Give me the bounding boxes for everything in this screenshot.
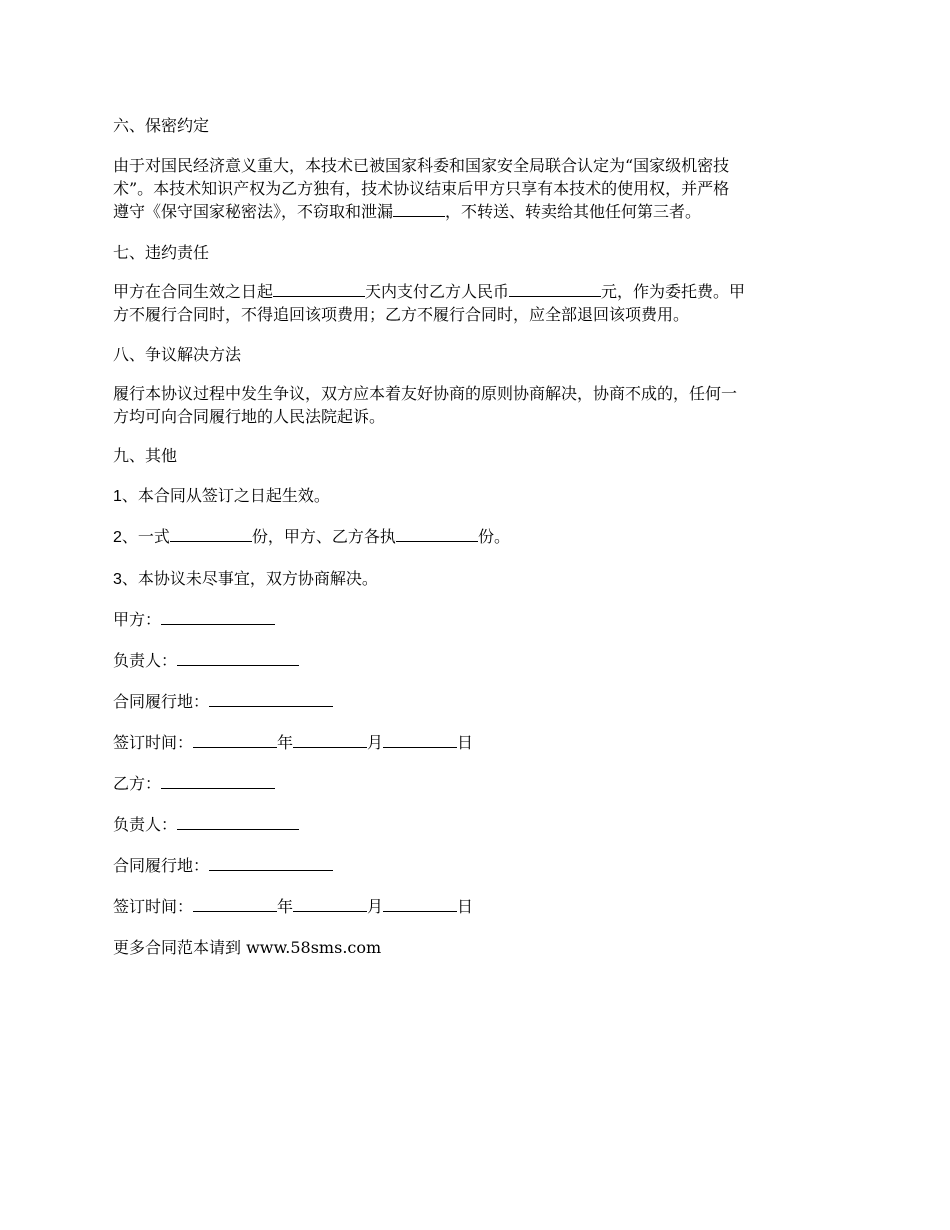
item-2-text-b: 份，甲方、乙方各执 <box>251 527 396 546</box>
party-b-person-label: 负责人： <box>113 815 178 834</box>
item-1-number: 1 <box>113 488 122 505</box>
party-a-month-blank[interactable] <box>293 732 367 748</box>
leak-blank[interactable] <box>393 201 445 217</box>
section-6-text-a: 遵守《保守国家秘密法》，不窃取和泄漏 <box>113 202 394 221</box>
party-b-place-row <box>113 855 333 877</box>
section-8-paragraph-line-1: 履行本协议过程中发生争议，双方应本着友好协商的原则协商解决，协商不成的，任何一 <box>113 384 738 403</box>
item-2-text-c: 份。 <box>477 527 510 546</box>
party-a-place-blank[interactable] <box>209 691 333 707</box>
party-a-day-blank[interactable] <box>383 732 457 748</box>
section-9-heading: 九、其他 <box>113 446 178 465</box>
party-b-day-label: 日 <box>457 897 474 916</box>
other-item-3 <box>113 568 378 591</box>
party-b-person-row <box>113 814 299 836</box>
party-a-row <box>113 609 275 631</box>
other-item-2 <box>113 526 510 549</box>
party-b-place-blank[interactable] <box>209 855 333 871</box>
party-a-place-row <box>113 691 333 713</box>
other-item-1 <box>113 485 330 508</box>
section-7-text-a: 甲方在合同生效之日起 <box>113 282 274 301</box>
party-a-label: 甲方： <box>113 610 162 629</box>
section-7-paragraph-line-2: 方不履行合同时，不得追回该项费用；乙方不履行合同时，应全部退回该项费用。 <box>113 305 690 324</box>
party-b-day-blank[interactable] <box>383 896 457 912</box>
party-b-blank[interactable] <box>161 773 275 789</box>
party-a-date-row <box>113 732 473 754</box>
party-b-month-label: 月 <box>367 897 384 916</box>
party-b-date-row <box>113 896 473 918</box>
section-7-text-b: 天内支付乙方人民币 <box>365 282 510 301</box>
section-8-paragraph-line-2: 方均可向合同履行地的人民法院起诉。 <box>113 407 386 426</box>
amount-blank[interactable] <box>509 281 601 297</box>
party-b-row <box>113 773 275 795</box>
party-a-blank[interactable] <box>161 609 275 625</box>
item-2-text-a: 、一式 <box>121 527 170 546</box>
party-b-place-label: 合同履行地： <box>113 856 210 875</box>
section-6-heading: 六、保密约定 <box>113 116 210 135</box>
party-b-year-blank[interactable] <box>193 896 277 912</box>
party-a-person-label: 负责人： <box>113 651 178 670</box>
party-a-month-label: 月 <box>367 733 384 752</box>
item-2-number: 2 <box>113 529 122 546</box>
party-a-place-label: 合同履行地： <box>113 692 210 711</box>
each-copies-blank[interactable] <box>396 526 478 542</box>
item-3-number: 3 <box>113 571 122 588</box>
party-a-year-blank[interactable] <box>193 732 277 748</box>
copies-blank[interactable] <box>170 526 252 542</box>
section-6-paragraph-line-1: 由于对国民经济意义重大，本技术已被国家科委和国家安全局联合认定为“国家级机密技 <box>113 156 730 175</box>
party-a-person-blank[interactable] <box>177 650 299 666</box>
section-7-heading: 七、违约责任 <box>113 243 210 262</box>
section-8-heading: 八、争议解决方法 <box>113 345 242 364</box>
footer-text: 更多合同范本请到 www.58sms.com <box>113 938 382 957</box>
days-blank[interactable] <box>273 281 365 297</box>
party-a-date-label: 签订时间： <box>113 733 194 752</box>
section-6-paragraph-line-3 <box>113 201 701 223</box>
party-a-year-label: 年 <box>277 733 294 752</box>
section-7-paragraph-line-1 <box>113 281 745 303</box>
party-b-date-label: 签订时间： <box>113 897 194 916</box>
item-1-text: 、本合同从签订之日起生效。 <box>121 486 330 505</box>
party-b-month-blank[interactable] <box>293 896 367 912</box>
section-6-paragraph-line-2: 术”。本技术知识产权为乙方独有，技术协议结束后甲方只享有本技术的使用权，并严格 <box>113 179 730 198</box>
party-a-person-row <box>113 650 299 672</box>
party-b-label: 乙方： <box>113 774 162 793</box>
section-6-text-b: ，不转送、转卖给其他任何第三者。 <box>445 202 702 221</box>
item-3-text: 、本协议未尽事宜，双方协商解决。 <box>121 569 378 588</box>
section-7-text-c: 元，作为委托费。甲 <box>601 282 746 301</box>
party-a-day-label: 日 <box>457 733 474 752</box>
party-b-year-label: 年 <box>277 897 294 916</box>
party-b-person-blank[interactable] <box>177 814 299 830</box>
